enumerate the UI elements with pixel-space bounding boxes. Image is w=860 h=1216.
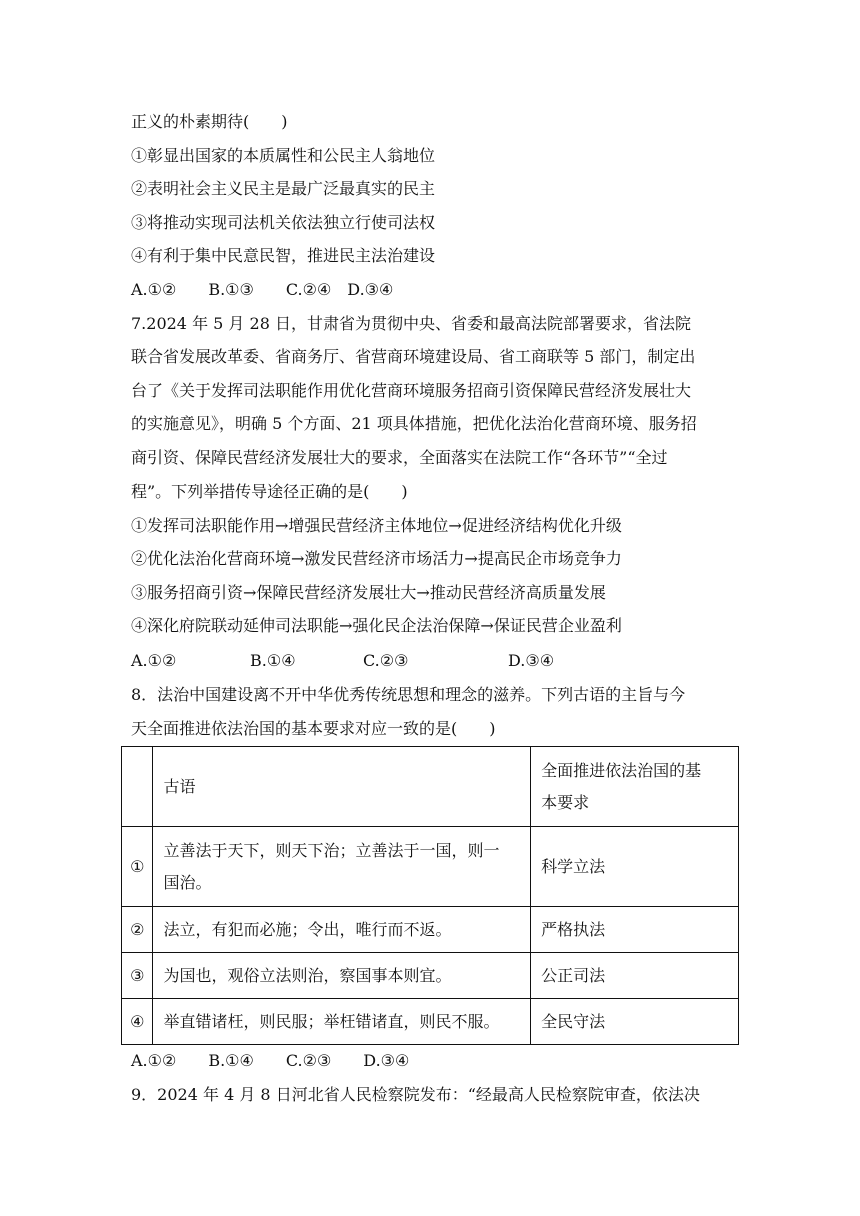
- q8-row-quote: 举直错诸枉，则民服；举枉错诸直，则民不服。: [153, 999, 531, 1045]
- q6-item-1: ①彰显出国家的本质属性和公民主人翁地位: [131, 146, 436, 165]
- q8-row-requirement: 公正司法: [531, 953, 739, 999]
- q8-stem-line-2: 天全面推进依法治国的基本要求对应一致的是( ): [131, 719, 496, 738]
- table-row: [122, 953, 739, 999]
- q8-options: A.①② B.①④ C.②③ D.③④: [131, 1051, 410, 1070]
- q7-item-2: ②优化法治化营商环境→激发民营经济市场活力→提高民企市场竞争力: [131, 549, 622, 568]
- q8-row-quote-line-2: 国治。: [163, 872, 212, 892]
- q8-row-num: ①: [122, 827, 153, 907]
- q7-stem-line-3: 台了《关于发挥司法职能作用优化营商环境服务招商引资保障民营经济发展壮大: [131, 381, 692, 400]
- q7-item-3: ③服务招商引资→保障民营经济发展壮大→推动民营经济高质量发展: [131, 583, 606, 602]
- q8-row-quote: [153, 827, 531, 907]
- q8-row-requirement: 全民守法: [531, 999, 739, 1045]
- q8-row-num: ②: [122, 907, 153, 953]
- q6-item-2: ②表明社会主义民主是最广泛最真实的民主: [131, 179, 436, 198]
- q7-stem-line-6: 程”。下列举措传导途径正确的是( ): [131, 482, 408, 501]
- table-row: [122, 827, 739, 907]
- q8-header-num: [122, 747, 153, 827]
- q8-stem-line-1: 8．法治中国建设离不开中华优秀传统思想和理念的滋养。下列古语的主旨与今: [131, 685, 686, 704]
- q8-row-quote-line-1: 立善法于天下，则天下治；立善法于一国，则一: [163, 840, 500, 860]
- q7-stem-line-1: 7.2024 年 5 月 28 日，甘肃省为贯彻中央、省委和最高法院部署要求，省法院: [131, 314, 691, 333]
- q8-row-requirement: 严格执法: [531, 907, 739, 953]
- q6-item-4: ④有利于集中民意民智，推进民主法治建设: [131, 246, 436, 265]
- q7-stem-line-5: 商引资、保障民营经济发展壮大的要求，全面落实在法院工作“各环节”“全过: [131, 448, 668, 467]
- q7-stem-line-4: 的实施意见》，明确 5 个方面、21 项具体措施，把优化法治化营商环境、服务招: [131, 414, 697, 433]
- q9-stem-line-1: 9．2024 年 4 月 8 日河北省人民检察院发布：“经最高人民检察院审查，依法决: [131, 1085, 700, 1104]
- q8-header-req-line-2: 本要求: [541, 792, 590, 812]
- q6-stem-tail: 正义的朴素期待( ): [131, 112, 288, 131]
- q8-row-quote: 法立，有犯而必施；令出，唯行而不返。: [153, 907, 531, 953]
- q8-header-quote: 古语: [153, 747, 531, 827]
- q7-option-b: B.①④: [250, 651, 296, 670]
- q8-row-num: ③: [122, 953, 153, 999]
- q8-header-requirement: [531, 747, 739, 827]
- q8-table-header-row: [122, 747, 739, 827]
- q7-option-c: C.②③: [363, 651, 409, 670]
- q6-item-3: ③将推动实现司法机关依法独立行使司法权: [131, 213, 436, 232]
- table-row: [122, 999, 739, 1045]
- q7-option-a: A.①②: [131, 651, 177, 670]
- q8-header-req-line-1: 全面推进依法治国的基: [541, 760, 702, 780]
- q7-item-1: ①发挥司法职能作用→增强民营经济主体地位→促进经济结构优化升级: [131, 516, 622, 535]
- q8-row-quote: 为国也，观俗立法则治，察国事本则宜。: [153, 953, 531, 999]
- table-row: [122, 907, 739, 953]
- q8-table: [121, 746, 739, 1045]
- q7-option-d: D.③④: [508, 651, 555, 670]
- q8-row-requirement: 科学立法: [531, 827, 739, 907]
- q8-row-num: ④: [122, 999, 153, 1045]
- q7-item-4: ④深化府院联动延伸司法职能→强化民企法治保障→保证民营企业盈利: [131, 616, 622, 635]
- q6-options: A.①② B.①③ C.②④ D.③④: [131, 280, 394, 299]
- q7-stem-line-2: 联合省发展改革委、省商务厅、省营商环境建设局、省工商联等 5 部门，制定出: [131, 347, 696, 366]
